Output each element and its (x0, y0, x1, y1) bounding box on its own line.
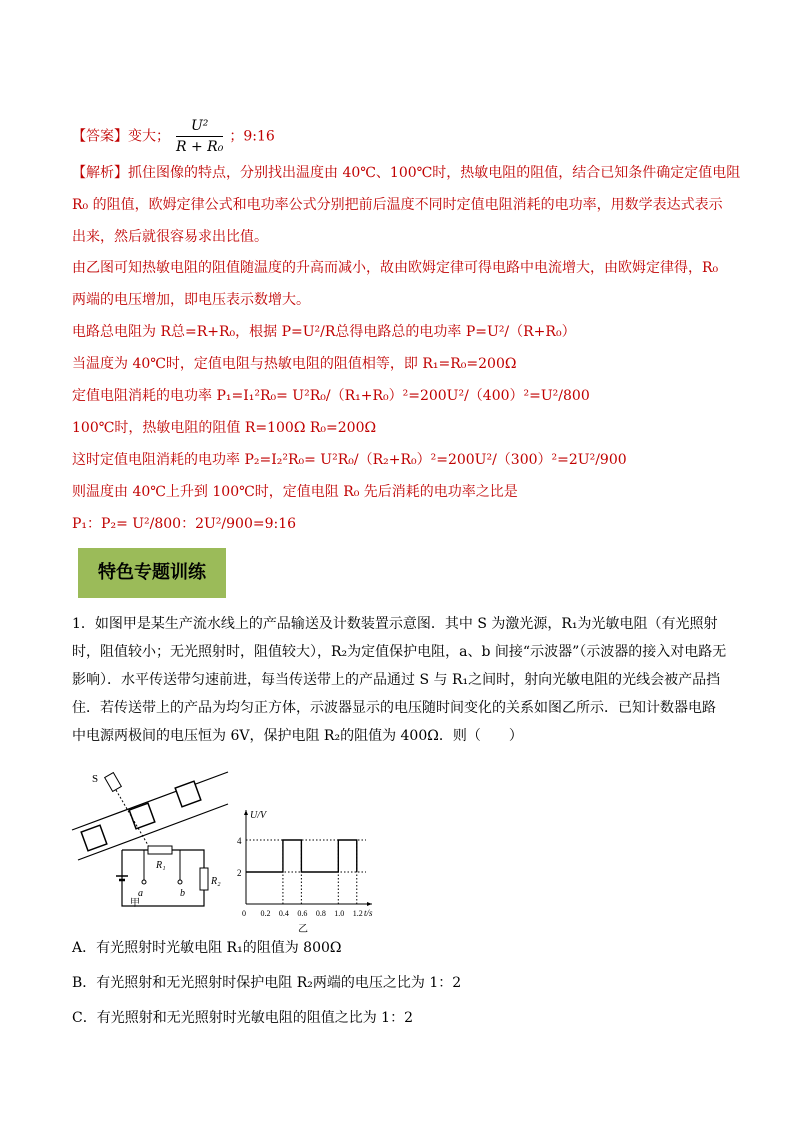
label-R2: R₂ (211, 876, 221, 887)
option-b[interactable]: B．有光照射和无光照射时保护电阻 R₂两端的电压之比为 1：2 (72, 975, 462, 991)
analysis-line-1: 【解析】抓住图像的特点，分别找出温度由 40℃、100℃时，热敏电阻的阻值，结合已知条件确定定值电阻 (72, 165, 741, 181)
analysis-line-12: P₁：P₂= U²/800：2U²/900=9:16 (72, 516, 297, 532)
label-R1: R₁ (156, 860, 166, 871)
figure-yi-chart (228, 808, 388, 938)
y-axis-label: U/V (250, 810, 267, 821)
option-c[interactable]: C．有光照射和无光照射时光敏电阻的阻值之比为 1：2 (72, 1010, 413, 1026)
x-tick-label: 0.4 (278, 909, 289, 918)
fraction-denominator: R + R₀ (176, 139, 224, 155)
answer-part2: ；9:16 (229, 128, 275, 145)
figure-yi-label: 乙 (298, 924, 308, 935)
answer-part1: 变大； (128, 128, 170, 145)
analysis-line-4: 由乙图可知热敏电阻的阻值随温度的升高而减小，故由欧姆定律可得电路中电流增大，由欧姆定律得，R₀ (72, 260, 719, 276)
analysis-line-9: 100℃时，热敏电阻的阻值 R=100Ω R₀=200Ω (72, 420, 377, 436)
figure-jia-label: 甲 (130, 898, 140, 908)
analysis-line-8: 定值电阻消耗的电功率 P₁=I₁²R₀= U²R₀/（R₁+R₀）²=200U²/（400）²=U²/800 (72, 388, 590, 404)
label-b: b (180, 888, 185, 899)
series-line (246, 840, 357, 872)
analysis-line-7: 当温度为 40℃时，定值电阻与热敏电阻的阻值相等，即 R₁=R₀=200Ω (72, 356, 517, 372)
laser-source-icon (105, 773, 122, 792)
analysis-line-2: R₀ 的阻值，欧姆定律公式和电功率公式分别把前后温度不同时定值电阻消耗的电功率，用数学表达式表示 (72, 197, 723, 213)
x-axis-label: t/s (364, 908, 373, 918)
r2-resistor (200, 868, 208, 890)
terminal-a (142, 880, 146, 884)
figure-jia (70, 768, 230, 908)
x-tick-label: 0.6 (297, 909, 308, 918)
fraction-numerator: U² (176, 116, 223, 137)
section-title: 特色专题训练 (78, 548, 226, 598)
x-tick-label: 1.2 (352, 909, 363, 918)
x-tick-label: 0.8 (315, 909, 326, 918)
analysis-line-5: 两端的电压增加，即电压表示数增大。 (72, 292, 310, 308)
x-axis-arrow-icon (367, 902, 372, 906)
analysis-line-6: 电路总电阻为 R总=R+R₀，根据 P=U²/R总得电路总的电功率 P=U²/（R+R₀） (72, 324, 576, 340)
product-cube (81, 781, 201, 851)
y-tick-label: 2 (237, 868, 242, 878)
terminal-b (178, 880, 182, 884)
answer-line (72, 116, 275, 157)
analysis-line-10: 这时定值电阻消耗的电功率 P₂=I₂²R₀= U²R₀/（R₂+R₀）²=200U²/（300）²=2U²/900 (72, 452, 627, 468)
answer-fraction (176, 116, 223, 157)
y-tick-label: 4 (237, 836, 242, 846)
question-1-text: 1．如图甲是某生产流水线上的产品输送及计数装置示意图．其中 S 为激光源，R₁为光敏电阻（有光照射时，阻值较小；无光照射时，阻值较大），R₂为定值保护电阻，a、b 间接“示波器”（示波器的接入对电路无影响）．水平传送带匀速前进，每当传送带上的产品通过 S 与 R₁之间时，射向光敏电阻的光线会被产品挡住．若传送带上的产品为均匀正方体，示波器显示的电压随时间变化的关系如图乙所示．已知计数器电路中电源两极间的电压恒为 6V，保护电阻 R₂的阻值为 400Ω．则（ ） (72, 616, 727, 744)
r1-resistor (148, 846, 172, 854)
x-tick-label: 0 (242, 909, 246, 918)
option-a[interactable]: A．有光照射时光敏电阻 R₁的阻值为 800Ω (72, 940, 342, 956)
label-a: a (138, 888, 143, 899)
y-axis-arrow-icon (244, 810, 248, 815)
label-S: S (92, 773, 99, 785)
x-tick-label: 0.2 (260, 909, 271, 918)
x-tick-label: 1.0 (334, 909, 345, 918)
answer-tag: 【答案】 (72, 128, 128, 145)
analysis-line-11: 则温度由 40℃上升到 100℃时，定值电阻 R₀ 先后消耗的电功率之比是 (72, 484, 518, 500)
analysis-line-3: 出来，然后就很容易求出比值。 (72, 229, 268, 245)
